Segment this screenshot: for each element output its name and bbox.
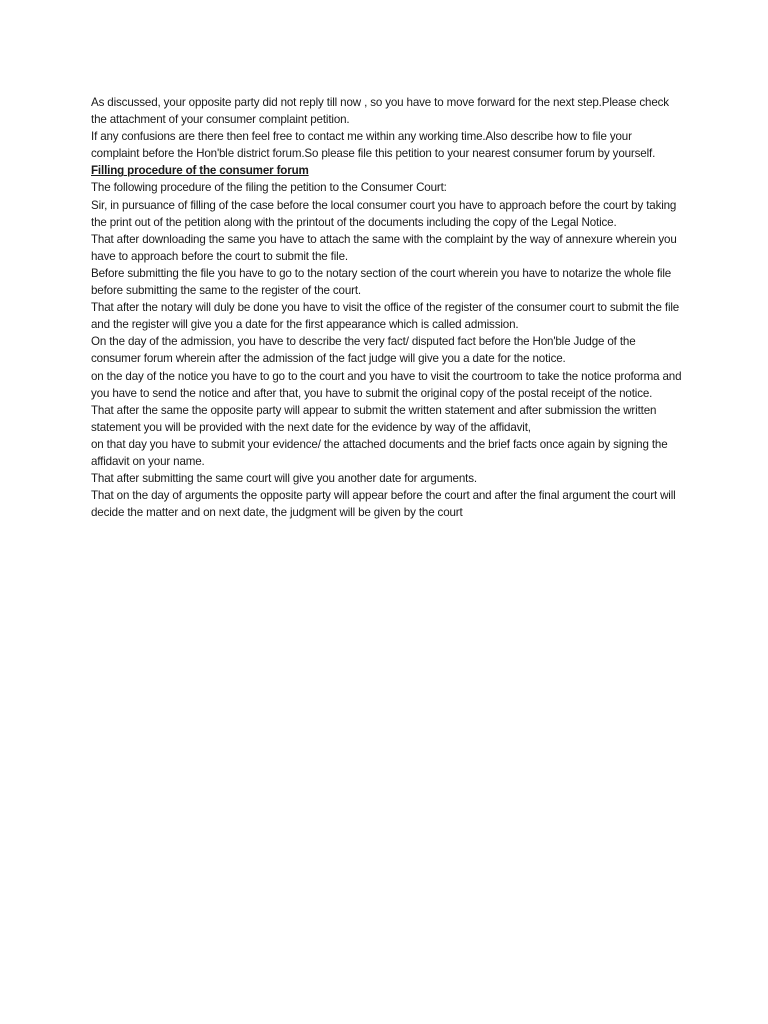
section-heading: Filling procedure of the consumer forum bbox=[91, 164, 309, 178]
paragraph: That after the same the opposite party will appear to submit the written statement and after submission the written statement you will be provided with the next date for the evidence by way of the affidavit, bbox=[91, 403, 657, 434]
paragraph: On the day of the admission, you have to describe the very fact/ disputed fact before the Hon'ble Judge of the consumer forum wherein after the admission of the fact judge will give you a date for the notice. bbox=[91, 335, 636, 366]
document-body bbox=[91, 94, 683, 521]
paragraph: That after downloading the same you have to attach the same with the complaint by the way of annexure wherein you have to approach before the court to submit the file. bbox=[91, 232, 677, 263]
paragraph: The following procedure of the filing the petition to the Consumer Court: bbox=[91, 181, 447, 195]
paragraph: If any confusions are there then feel free to contact me within any working time.Also describe how to file your complaint before the Hon'ble district forum.So please file this petition to your nearest consumer forum by yourself. bbox=[91, 130, 656, 161]
paragraph: on that day you have to submit your evidence/ the attached documents and the brief facts once again by signing the affidavit on your name. bbox=[91, 437, 668, 468]
paragraph: on the day of the notice you have to go to the court and you have to visit the courtroom to take the notice proforma and you have to send the notice and after that, you have to submit the original copy of the postal receipt of the notice. bbox=[91, 369, 682, 400]
paragraph: Before submitting the file you have to go to the notary section of the court wherein you have to notarize the whole file before submitting the same to the register of the court. bbox=[91, 266, 672, 298]
paragraph: Sir, in pursuance of filling of the case before the local consumer court you have to approach before the court by taking the print out of the petition along with the printout of the documents including the copy of the Legal Notice. bbox=[91, 198, 677, 229]
paragraph: That after submitting the same court will give you another date for arguments. bbox=[91, 472, 477, 486]
paragraph: That on the day of arguments the opposite party will appear before the court and after the final argument the court will decide the matter and on next date, the judgment will be given by the court bbox=[91, 489, 676, 520]
paragraph: That after the notary will duly be done you have to visit the office of the register of the consumer court to submit the file and the register will give you a date for the first appearance which is called admission. bbox=[91, 301, 680, 332]
paragraph: As discussed, your opposite party did not reply till now , so you have to move forward for the next step.Please check the attachment of your consumer complaint petition. bbox=[91, 96, 669, 127]
